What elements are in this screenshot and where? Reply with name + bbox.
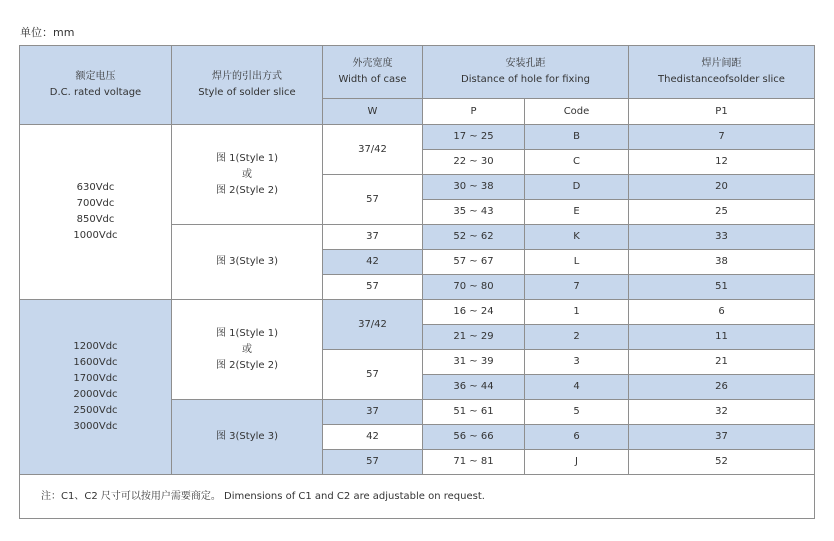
voltage-value: 700Vdc xyxy=(76,198,115,209)
code-cell: 1 xyxy=(525,300,629,325)
p-cell: 30 ~ 38 xyxy=(423,175,525,200)
spec-table xyxy=(19,45,815,519)
width-cell: 37/42 xyxy=(323,300,423,350)
header-style-cn: 焊片的引出方式 xyxy=(212,71,282,82)
code-cell: 2 xyxy=(525,325,629,350)
voltage-value: 1200Vdc xyxy=(73,341,118,352)
style-line: 或 xyxy=(242,168,252,180)
p-cell: 17 ~ 25 xyxy=(423,125,525,150)
header-width-en: Width of case xyxy=(338,74,407,85)
code-cell: 6 xyxy=(525,425,629,450)
style-line: 或 xyxy=(242,343,252,355)
subheader-code: Code xyxy=(525,99,629,125)
header-voltage xyxy=(20,46,172,125)
group2-style12 xyxy=(172,300,323,400)
p1-cell: 26 xyxy=(629,375,815,400)
subheader-w: W xyxy=(323,99,423,125)
p1-cell: 51 xyxy=(629,275,815,300)
p1-cell: 6 xyxy=(629,300,815,325)
code-cell: C xyxy=(525,150,629,175)
code-cell: L xyxy=(525,250,629,275)
p1-cell: 20 xyxy=(629,175,815,200)
p-cell: 56 ~ 66 xyxy=(423,425,525,450)
header-hole-en: Distance of hole for fixing xyxy=(461,74,590,85)
header-solder-en: Thedistanceofsolder slice xyxy=(658,74,785,85)
p1-cell: 32 xyxy=(629,400,815,425)
width-cell: 37 xyxy=(323,400,423,425)
group1-voltages xyxy=(20,125,172,300)
p1-cell: 21 xyxy=(629,350,815,375)
width-cell: 37 xyxy=(323,225,423,250)
p-cell: 35 ~ 43 xyxy=(423,200,525,225)
p-cell: 22 ~ 30 xyxy=(423,150,525,175)
code-cell: 4 xyxy=(525,375,629,400)
code-cell: 3 xyxy=(525,350,629,375)
header-style xyxy=(172,46,323,125)
subheader-p: P xyxy=(423,99,525,125)
group1-style12 xyxy=(172,125,323,225)
header-style-en: Style of solder slice xyxy=(198,87,296,98)
header-voltage-en: D.C. rated voltage xyxy=(49,87,142,98)
header-solder xyxy=(629,46,815,99)
header-hole-cn: 安装孔距 xyxy=(505,58,546,69)
voltage-value: 1600Vdc xyxy=(73,357,118,368)
width-cell: 42 xyxy=(323,250,423,275)
voltage-value: 850Vdc xyxy=(76,214,115,225)
width-cell: 57 xyxy=(323,450,423,475)
p-cell: 51 ~ 61 xyxy=(423,400,525,425)
voltage-value: 2000Vdc xyxy=(73,389,118,400)
p1-cell: 38 xyxy=(629,250,815,275)
header-voltage-cn: 额定电压 xyxy=(75,71,116,82)
voltage-value: 2500Vdc xyxy=(73,405,118,416)
style-line: 图 1(Style 1) xyxy=(215,327,278,339)
width-cell: 42 xyxy=(323,425,423,450)
width-cell: 57 xyxy=(323,275,423,300)
p1-cell: 25 xyxy=(629,200,815,225)
p-cell: 16 ~ 24 xyxy=(423,300,525,325)
style-line: 图 1(Style 1) xyxy=(215,152,278,164)
voltage-value: 3000Vdc xyxy=(73,421,118,432)
unit-label: 单位：mm xyxy=(20,26,75,39)
p1-cell: 37 xyxy=(629,425,815,450)
width-cell: 57 xyxy=(323,350,423,400)
subheader-p1: P1 xyxy=(629,99,815,125)
width-cell: 57 xyxy=(323,175,423,225)
code-cell: E xyxy=(525,200,629,225)
group1-style3: 图 3(Style 3) xyxy=(172,225,323,300)
p-cell: 52 ~ 62 xyxy=(423,225,525,250)
group2-voltages xyxy=(20,300,172,475)
style-line: 图 2(Style 2) xyxy=(215,359,278,371)
p-cell: 71 ~ 81 xyxy=(423,450,525,475)
group2-style3: 图 3(Style 3) xyxy=(172,400,323,475)
code-cell: J xyxy=(525,450,629,475)
code-cell: B xyxy=(525,125,629,150)
header-width xyxy=(323,46,423,99)
p1-cell: 11 xyxy=(629,325,815,350)
p-cell: 21 ~ 29 xyxy=(423,325,525,350)
voltage-value: 1700Vdc xyxy=(73,373,118,384)
p-cell: 31 ~ 39 xyxy=(423,350,525,375)
p1-cell: 7 xyxy=(629,125,815,150)
p1-cell: 12 xyxy=(629,150,815,175)
p-cell: 57 ~ 67 xyxy=(423,250,525,275)
footnote: 注：C1、C2 尺寸可以按用户需要商定。 Dimensions of C1 and C2 are adjustable on request. xyxy=(20,475,815,519)
header-solder-cn: 焊片间距 xyxy=(701,58,742,69)
code-cell: D xyxy=(525,175,629,200)
width-cell: 37/42 xyxy=(323,125,423,175)
voltage-value: 630Vdc xyxy=(76,182,115,193)
code-cell: 5 xyxy=(525,400,629,425)
header-width-cn: 外壳宽度 xyxy=(352,58,393,69)
p1-cell: 33 xyxy=(629,225,815,250)
header-hole xyxy=(423,46,629,99)
code-cell: 7 xyxy=(525,275,629,300)
code-cell: K xyxy=(525,225,629,250)
p1-cell: 52 xyxy=(629,450,815,475)
voltage-value: 1000Vdc xyxy=(73,230,118,241)
style-line: 图 2(Style 2) xyxy=(215,184,278,196)
p-cell: 36 ~ 44 xyxy=(423,375,525,400)
p-cell: 70 ~ 80 xyxy=(423,275,525,300)
